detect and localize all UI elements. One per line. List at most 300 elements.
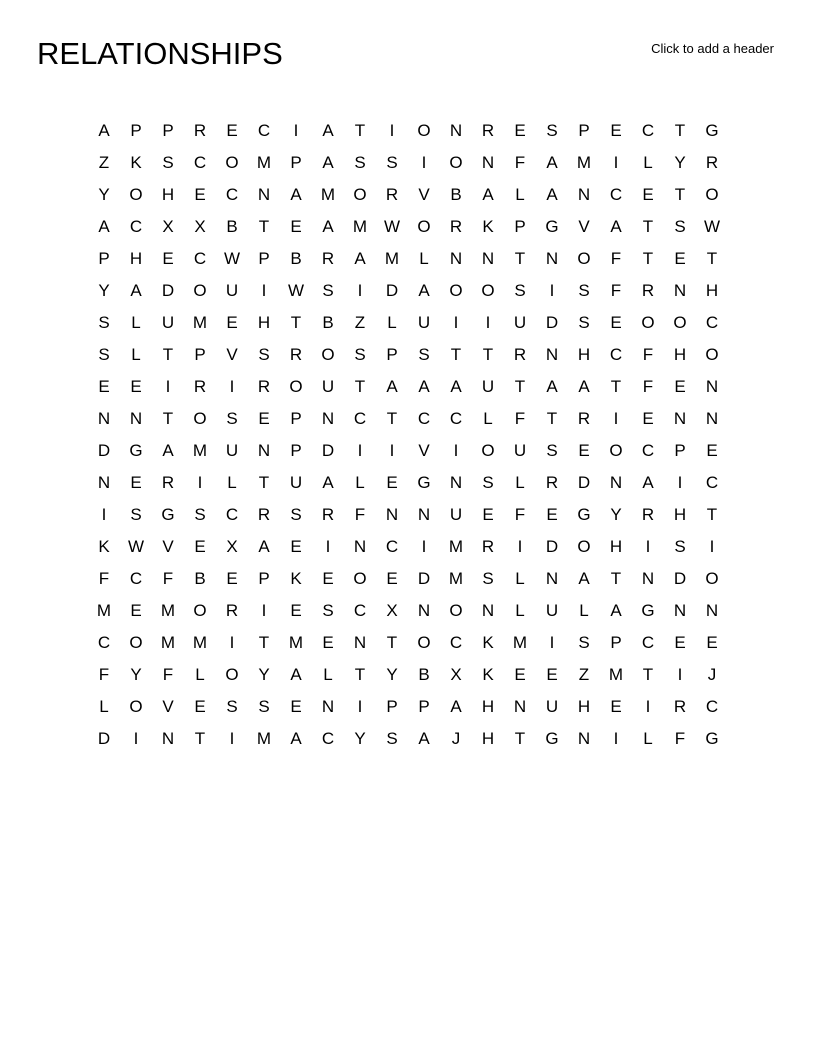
grid-letter: U [513, 313, 527, 332]
grid-letter: K [98, 537, 110, 556]
grid-letter: I [229, 729, 235, 748]
grid-letter: Z [354, 313, 366, 332]
grid-letter: E [578, 441, 590, 460]
grid-letter: P [386, 345, 398, 364]
grid-letter: M [320, 185, 336, 204]
grid-letter: L [515, 185, 525, 204]
grid-letter: E [290, 601, 302, 620]
grid-letter: N [545, 569, 559, 588]
grid-letter: D [417, 569, 431, 588]
grid-letter: C [609, 185, 623, 204]
grid-letter: E [162, 249, 174, 268]
grid-letter: K [130, 153, 142, 172]
grid-letter: D [321, 441, 335, 460]
grid-letter: F [514, 505, 526, 524]
grid-letter: Z [98, 153, 110, 172]
grid-letter: T [482, 345, 494, 364]
grid-letter: B [290, 249, 302, 268]
grid-letter: L [643, 153, 653, 172]
grid-letter: A [546, 377, 558, 396]
grid-letter: L [515, 569, 525, 588]
grid-letter: G [545, 217, 559, 236]
grid-letter: W [383, 217, 401, 236]
grid-letter: N [97, 473, 111, 492]
grid-letter: A [290, 185, 302, 204]
grid-letter: H [577, 697, 591, 716]
grid-letter: E [674, 633, 686, 652]
grid-letter: L [419, 249, 429, 268]
grid-letter: T [514, 249, 526, 268]
grid-row [88, 467, 728, 499]
grid-letter: O [577, 537, 591, 556]
grid-letter: R [449, 217, 463, 236]
grid-letter: R [641, 281, 655, 300]
grid-letter: V [418, 185, 430, 204]
header-placeholder[interactable]: Click to add a header [651, 41, 774, 56]
grid-letter: G [417, 473, 431, 492]
grid-letter: D [545, 537, 559, 556]
grid-letter: L [355, 473, 365, 492]
grid-letter: N [97, 409, 111, 428]
grid-letter: N [673, 409, 687, 428]
grid-letter: R [481, 537, 495, 556]
grid-letter: S [546, 441, 558, 460]
grid-letter: E [610, 121, 622, 140]
grid-letter: O [225, 665, 239, 684]
grid-letter: O [289, 377, 303, 396]
grid-letter: T [194, 729, 206, 748]
grid-letter: S [386, 729, 398, 748]
grid-letter: I [485, 313, 491, 332]
grid-letter: M [448, 537, 464, 556]
grid-letter: S [162, 153, 174, 172]
grid-letter: E [194, 697, 206, 716]
grid-letter: K [482, 633, 494, 652]
grid-letter: N [449, 473, 463, 492]
grid-letter: C [129, 217, 143, 236]
grid-letter: S [674, 217, 686, 236]
grid-letter: Y [258, 665, 270, 684]
grid-letter: M [160, 601, 176, 620]
grid-letter: O [449, 153, 463, 172]
grid-letter: C [225, 185, 239, 204]
grid-letter: A [578, 377, 590, 396]
grid-letter: O [705, 569, 719, 588]
grid-letter: U [417, 313, 431, 332]
grid-letter: R [257, 377, 271, 396]
grid-letter: A [450, 697, 462, 716]
grid-letter: P [130, 121, 142, 140]
grid-letter: G [641, 601, 655, 620]
grid-letter: G [705, 121, 719, 140]
grid-letter: T [546, 409, 558, 428]
grid-letter: V [578, 217, 590, 236]
grid-letter: W [127, 537, 145, 556]
grid-letter: A [162, 441, 174, 460]
grid-letter: C [193, 249, 207, 268]
grid-letter: A [322, 217, 334, 236]
grid-letter: Z [578, 665, 590, 684]
grid-letter: C [193, 153, 207, 172]
grid-letter: O [225, 153, 239, 172]
grid-letter: N [481, 153, 495, 172]
grid-letter: N [353, 633, 367, 652]
grid-letter: S [226, 697, 238, 716]
grid-letter: Y [354, 729, 366, 748]
grid-letter: O [129, 185, 143, 204]
grid-letter: H [609, 537, 623, 556]
grid-letter: T [258, 633, 270, 652]
grid-letter: O [193, 409, 207, 428]
grid-letter: C [97, 633, 111, 652]
grid-letter: A [290, 729, 302, 748]
grid-letter: H [129, 249, 143, 268]
grid-letter: R [193, 377, 207, 396]
grid-letter: L [515, 601, 525, 620]
grid-letter: G [705, 729, 719, 748]
grid-letter: F [642, 377, 654, 396]
grid-row [88, 243, 728, 275]
grid-letter: A [578, 569, 590, 588]
grid-letter: T [610, 569, 622, 588]
grid-letter: R [289, 345, 303, 364]
grid-letter: E [194, 537, 206, 556]
grid-letter: N [417, 505, 431, 524]
grid-letter: T [706, 249, 718, 268]
grid-letter: H [481, 697, 495, 716]
grid-letter: M [192, 313, 208, 332]
grid-letter: L [227, 473, 237, 492]
grid-letter: S [482, 473, 494, 492]
grid-letter: D [97, 729, 111, 748]
grid-letter: M [160, 633, 176, 652]
grid-letter: T [386, 633, 398, 652]
grid-letter: R [193, 121, 207, 140]
grid-letter: O [705, 345, 719, 364]
grid-letter: O [577, 249, 591, 268]
grid-letter: O [641, 313, 655, 332]
grid-letter: I [421, 537, 427, 556]
grid-letter: I [549, 633, 555, 652]
grid-letter: K [482, 665, 494, 684]
grid-letter: I [325, 537, 331, 556]
grid-letter: T [642, 249, 654, 268]
grid-letter: T [706, 505, 718, 524]
grid-letter: N [705, 377, 719, 396]
grid-letter: Y [610, 505, 622, 524]
grid-letter: N [417, 601, 431, 620]
word-search-grid [88, 115, 728, 755]
grid-letter: P [418, 697, 430, 716]
grid-letter: G [577, 505, 591, 524]
grid-letter: C [129, 569, 143, 588]
grid-letter: N [705, 409, 719, 428]
grid-letter: T [162, 409, 174, 428]
grid-letter: U [481, 377, 495, 396]
grid-letter: I [357, 441, 363, 460]
grid-letter: O [481, 441, 495, 460]
grid-letter: R [545, 473, 559, 492]
grid-letter: E [386, 569, 398, 588]
grid-letter: R [577, 409, 591, 428]
grid-letter: H [161, 185, 175, 204]
grid-letter: T [354, 121, 366, 140]
grid-row [88, 659, 728, 691]
grid-letter: A [546, 185, 558, 204]
grid-letter: T [642, 217, 654, 236]
grid-letter: E [514, 121, 526, 140]
grid-letter: N [673, 601, 687, 620]
grid-letter: F [674, 729, 686, 748]
grid-letter: E [610, 697, 622, 716]
grid-letter: F [642, 345, 654, 364]
grid-letter: R [481, 121, 495, 140]
grid-letter: T [514, 729, 526, 748]
grid-letter: N [321, 409, 335, 428]
grid-letter: P [514, 217, 526, 236]
grid-letter: T [162, 345, 174, 364]
grid-letter: P [162, 121, 174, 140]
grid-letter: S [98, 313, 110, 332]
grid-letter: C [609, 345, 623, 364]
grid-letter: E [674, 249, 686, 268]
grid-letter: L [131, 345, 141, 364]
grid-letter: E [514, 665, 526, 684]
grid-letter: H [257, 313, 271, 332]
grid-letter: B [418, 665, 430, 684]
grid-letter: B [450, 185, 462, 204]
grid-letter: S [546, 121, 558, 140]
grid-letter: C [385, 537, 399, 556]
grid-letter: A [322, 153, 334, 172]
grid-letter: M [256, 153, 272, 172]
grid-letter: U [513, 441, 527, 460]
grid-letter: T [258, 217, 270, 236]
grid-letter: I [389, 441, 395, 460]
grid-letter: I [453, 441, 459, 460]
grid-letter: U [449, 505, 463, 524]
grid-letter: I [453, 313, 459, 332]
grid-letter: N [257, 185, 271, 204]
grid-letter: N [577, 185, 591, 204]
grid-row [88, 307, 728, 339]
grid-letter: O [449, 281, 463, 300]
grid-letter: O [193, 281, 207, 300]
grid-letter: A [98, 121, 110, 140]
grid-letter: N [449, 249, 463, 268]
grid-letter: C [705, 697, 719, 716]
grid-row [88, 563, 728, 595]
grid-letter: I [613, 729, 619, 748]
grid-letter: G [129, 441, 143, 460]
grid-letter: A [482, 185, 494, 204]
grid-letter: C [705, 473, 719, 492]
grid-letter: N [577, 729, 591, 748]
grid-letter: N [129, 409, 143, 428]
page-title: RELATIONSHIPS [37, 36, 283, 71]
grid-letter: O [129, 633, 143, 652]
grid-letter: N [545, 345, 559, 364]
grid-letter: M [192, 633, 208, 652]
grid-letter: I [709, 537, 715, 556]
grid-letter: R [673, 697, 687, 716]
grid-letter: S [514, 281, 526, 300]
grid-letter: N [257, 441, 271, 460]
grid-letter: I [421, 153, 427, 172]
grid-row [88, 595, 728, 627]
grid-letter: C [417, 409, 431, 428]
grid-letter: E [98, 377, 110, 396]
grid-letter: G [545, 729, 559, 748]
grid-letter: E [706, 441, 718, 460]
grid-letter: U [289, 473, 303, 492]
grid-letter: E [706, 633, 718, 652]
grid-letter: S [322, 281, 334, 300]
grid-letter: M [576, 153, 592, 172]
grid-letter: N [609, 473, 623, 492]
grid-letter: E [482, 505, 494, 524]
grid-letter: D [545, 313, 559, 332]
grid-letter: K [482, 217, 494, 236]
grid-letter: E [322, 569, 334, 588]
grid-letter: I [261, 281, 267, 300]
grid-letter: R [321, 249, 335, 268]
grid-letter: A [98, 217, 110, 236]
grid-letter: T [354, 665, 366, 684]
grid-letter: R [321, 505, 335, 524]
grid-letter: S [482, 569, 494, 588]
grid-letter: O [417, 217, 431, 236]
grid-letter: O [353, 185, 367, 204]
grid-letter: O [673, 313, 687, 332]
grid-letter: F [610, 281, 622, 300]
grid-letter: M [512, 633, 528, 652]
grid-letter: X [162, 217, 174, 236]
grid-letter: M [608, 665, 624, 684]
grid-letter: T [386, 409, 398, 428]
grid-letter: E [226, 313, 238, 332]
grid-letter: N [545, 249, 559, 268]
grid-row [88, 531, 728, 563]
grid-letter: L [579, 601, 589, 620]
grid-letter: T [258, 473, 270, 492]
grid-letter: E [674, 377, 686, 396]
grid-letter: A [450, 377, 462, 396]
grid-letter: M [96, 601, 112, 620]
grid-row [88, 371, 728, 403]
grid-letter: A [322, 473, 334, 492]
grid-letter: P [98, 249, 110, 268]
grid-letter: M [384, 249, 400, 268]
grid-letter: S [578, 633, 590, 652]
grid-letter: U [545, 697, 559, 716]
grid-letter: P [290, 153, 302, 172]
grid-letter: T [610, 377, 622, 396]
grid-letter: X [386, 601, 398, 620]
grid-row [88, 627, 728, 659]
grid-letter: X [450, 665, 462, 684]
grid-letter: X [194, 217, 206, 236]
grid-row [88, 339, 728, 371]
grid-row [88, 211, 728, 243]
grid-letter: V [162, 697, 174, 716]
grid-letter: E [610, 313, 622, 332]
grid-letter: T [514, 377, 526, 396]
grid-letter: E [130, 601, 142, 620]
grid-letter: R [705, 153, 719, 172]
grid-letter: I [197, 473, 203, 492]
grid-letter: W [223, 249, 241, 268]
grid-letter: M [448, 569, 464, 588]
grid-letter: O [705, 185, 719, 204]
grid-letter: M [288, 633, 304, 652]
grid-letter: A [610, 601, 622, 620]
grid-letter: S [130, 505, 142, 524]
grid-letter: F [98, 665, 110, 684]
grid-letter: S [578, 281, 590, 300]
grid-letter: C [641, 633, 655, 652]
grid-letter: I [645, 537, 651, 556]
grid-letter: I [389, 121, 395, 140]
grid-letter: J [707, 665, 717, 684]
grid-letter: H [577, 345, 591, 364]
grid-letter: H [673, 505, 687, 524]
grid-letter: I [677, 473, 683, 492]
grid-letter: S [354, 345, 366, 364]
grid-letter: X [226, 537, 238, 556]
grid-letter: S [226, 409, 238, 428]
grid-letter: E [226, 121, 238, 140]
grid-letter: I [613, 153, 619, 172]
grid-letter: P [290, 409, 302, 428]
grid-letter: C [225, 505, 239, 524]
grid-letter: S [578, 313, 590, 332]
grid-letter: N [385, 505, 399, 524]
grid-letter: S [386, 153, 398, 172]
grid-letter: N [705, 601, 719, 620]
grid-letter: T [674, 121, 686, 140]
grid-letter: N [513, 697, 527, 716]
grid-letter: Y [130, 665, 142, 684]
grid-letter: I [293, 121, 299, 140]
grid-letter: E [130, 473, 142, 492]
grid-letter: A [418, 281, 430, 300]
grid-letter: I [165, 377, 171, 396]
grid-letter: I [549, 281, 555, 300]
grid-row [88, 691, 728, 723]
grid-letter: O [449, 601, 463, 620]
grid-letter: V [226, 345, 238, 364]
grid-letter: C [353, 601, 367, 620]
grid-letter: C [449, 633, 463, 652]
grid-letter: L [131, 313, 141, 332]
grid-letter: B [322, 313, 334, 332]
grid-letter: E [546, 665, 558, 684]
grid-letter: C [641, 121, 655, 140]
grid-letter: I [645, 697, 651, 716]
grid-letter: B [226, 217, 238, 236]
grid-letter: M [256, 729, 272, 748]
grid-letter: P [578, 121, 590, 140]
grid-letter: I [133, 729, 139, 748]
grid-letter: T [642, 665, 654, 684]
grid-letter: F [162, 665, 174, 684]
grid-letter: H [705, 281, 719, 300]
grid-letter: A [386, 377, 398, 396]
grid-letter: O [321, 345, 335, 364]
grid-letter: R [385, 185, 399, 204]
grid-letter: E [322, 633, 334, 652]
